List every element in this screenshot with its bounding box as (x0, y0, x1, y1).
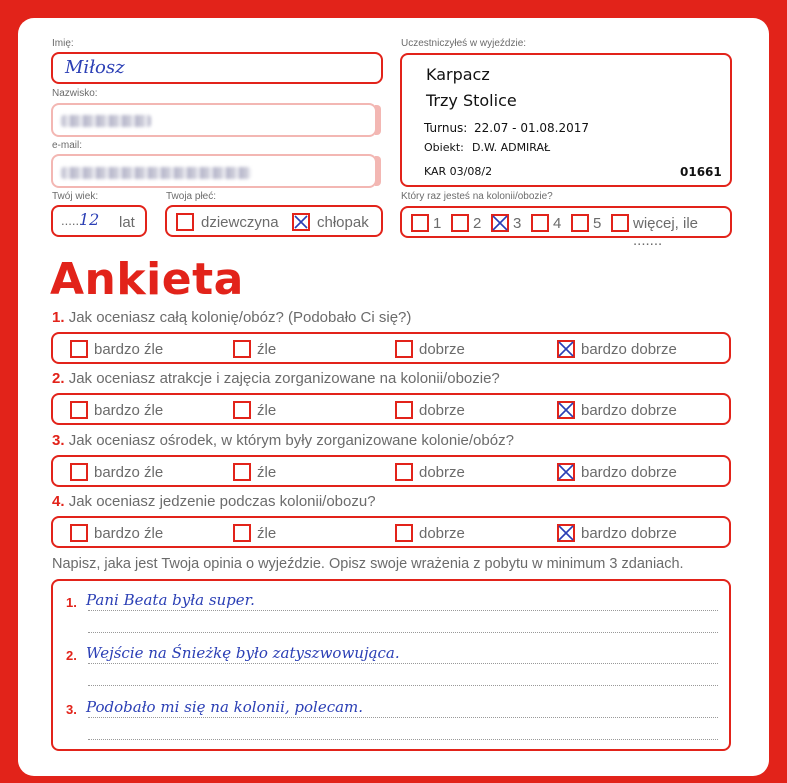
question-label: Jak oceniasz całą kolonię/obóz? (Podobało Ci się?) (68, 309, 412, 326)
question-2-answers (51, 393, 731, 425)
trip-box (400, 53, 732, 187)
answer-label: dobrze (419, 464, 465, 481)
question-label: Jak oceniasz jedzenie podczas kolonii/obozu? (68, 493, 376, 510)
answer-label: źle (257, 464, 277, 481)
trip-city: Karpacz (426, 65, 490, 84)
question-1-answers (51, 332, 731, 364)
answer-checkbox-1[interactable] (70, 340, 88, 358)
answer-checkbox-4[interactable] (557, 401, 575, 419)
trip-label: Uczestniczyłeś w wyjeździe: (401, 38, 527, 49)
answer-label: bardzo dobrze (581, 525, 677, 542)
trip-code: KAR 03/08/2 (424, 165, 493, 178)
times-option-2: 2 (473, 215, 482, 232)
check-mark-icon (557, 340, 575, 358)
name-label: Imię: (52, 38, 74, 49)
turnus-label: Turnus: (424, 121, 468, 135)
answer-checkbox-2[interactable] (233, 340, 251, 358)
times-checkbox-5[interactable] (571, 214, 589, 232)
surname-label: Nazwisko: (52, 88, 98, 99)
answer-checkbox-1[interactable] (70, 463, 88, 481)
writing-line (88, 663, 718, 664)
answer-checkbox-3[interactable] (395, 401, 413, 419)
question-label: Jak oceniasz atrakcje i zajęcia zorganizowane na kolonii/obozie? (68, 370, 500, 387)
answer-label: źle (257, 402, 277, 419)
question-number: 1. (52, 309, 65, 326)
check-mark-icon (292, 213, 310, 231)
answer-label: bardzo źle (94, 525, 164, 542)
opinion-line-text: Pani Beata była super. (86, 591, 255, 609)
writing-line (88, 739, 718, 740)
age-prefix: ...... (61, 213, 83, 228)
answer-label: bardzo źle (94, 341, 164, 358)
sex-option-girl: dziewczyna (201, 214, 279, 231)
age-suffix: lat (119, 214, 135, 231)
surname-redacted (61, 115, 151, 127)
answer-checkbox-3[interactable] (395, 524, 413, 542)
opinion-prompt: Napisz, jaka jest Twoja opinia o wyjeździe. Opisz swoje wrażenia z pobytu w minimum 3 zdaniach. (52, 556, 684, 572)
trip-number: 01661 (680, 165, 722, 179)
opinion-line-number: 3. (66, 702, 77, 717)
question-number: 2. (52, 370, 65, 387)
writing-line (88, 685, 718, 686)
answer-checkbox-2[interactable] (233, 524, 251, 542)
sex-field (165, 205, 383, 237)
answer-label: bardzo dobrze (581, 341, 677, 358)
answer-label: dobrze (419, 341, 465, 358)
question-number: 4. (52, 493, 65, 510)
field-edge (375, 105, 381, 135)
answer-checkbox-4[interactable] (557, 524, 575, 542)
opinion-line-number: 2. (66, 648, 77, 663)
email-field[interactable] (51, 154, 377, 188)
sex-checkbox-boy[interactable] (292, 213, 310, 231)
answer-checkbox-4[interactable] (557, 340, 575, 358)
question-3-text (52, 432, 514, 449)
times-option-more: więcej, ile ....... (633, 215, 699, 249)
answer-checkbox-2[interactable] (233, 401, 251, 419)
writing-line (88, 610, 718, 611)
sex-label: Twoja płeć: (166, 191, 217, 202)
obiekt-value: D.W. ADMIRAŁ (472, 141, 551, 154)
survey-title: Ankieta (50, 254, 244, 305)
question-3-answers (51, 455, 731, 487)
obiekt-label: Obiekt: (424, 141, 464, 154)
writing-line (88, 632, 718, 633)
answer-label: bardzo dobrze (581, 464, 677, 481)
check-mark-icon (557, 524, 575, 542)
answer-checkbox-1[interactable] (70, 401, 88, 419)
times-option-3: 3 (513, 215, 522, 232)
check-mark-icon (557, 463, 575, 481)
email-label: e-mail: (52, 140, 83, 151)
answer-checkbox-1[interactable] (70, 524, 88, 542)
answer-checkbox-3[interactable] (395, 340, 413, 358)
opinion-line-text: Wejście na Śnieżkę było zatyszwowująca. (86, 644, 400, 662)
field-edge (375, 156, 381, 186)
question-label: Jak oceniasz ośrodek, w którym były zorganizowane kolonie/obóz? (68, 432, 514, 449)
name-field[interactable] (51, 52, 383, 84)
age-field[interactable] (51, 205, 147, 237)
opinion-line-number: 1. (66, 595, 77, 610)
question-4-text (52, 493, 376, 510)
times-label: Który raz jesteś na kolonii/obozie? (401, 191, 553, 202)
times-checkbox-more[interactable] (611, 214, 629, 232)
answer-checkbox-2[interactable] (233, 463, 251, 481)
surname-field[interactable] (51, 103, 377, 137)
question-4-answers (51, 516, 731, 548)
times-checkbox-2[interactable] (451, 214, 469, 232)
answer-label: bardzo dobrze (581, 402, 677, 419)
answer-label: dobrze (419, 402, 465, 419)
email-redacted (61, 167, 251, 179)
answer-label: źle (257, 341, 277, 358)
check-mark-icon (491, 214, 509, 232)
answer-label: dobrze (419, 525, 465, 542)
times-checkbox-1[interactable] (411, 214, 429, 232)
age-label: Twój wiek: (52, 191, 99, 202)
answer-label: bardzo źle (94, 464, 164, 481)
times-checkbox-3[interactable] (491, 214, 509, 232)
times-field (400, 206, 732, 249)
name-value: Miłosz (65, 57, 125, 78)
answer-label: źle (257, 525, 277, 542)
turnus-value: 22.07 - 01.08.2017 (474, 121, 590, 135)
check-mark-icon (557, 401, 575, 419)
times-option-5: 5 (593, 215, 602, 232)
sex-option-boy: chłopak (317, 214, 369, 231)
trip-place: Trzy Stolice (426, 91, 517, 110)
times-option-1: 1 (433, 215, 442, 232)
answer-label: bardzo źle (94, 402, 164, 419)
answer-checkbox-3[interactable] (395, 463, 413, 481)
age-value: 12 (79, 210, 100, 229)
times-checkbox-4[interactable] (531, 214, 549, 232)
opinion-line-text: Podobało mi się na kolonii, polecam. (86, 698, 364, 716)
question-2-text (52, 370, 500, 387)
writing-line (88, 717, 718, 718)
sex-checkbox-girl[interactable] (176, 213, 194, 231)
question-1-text (52, 309, 411, 326)
question-number: 3. (52, 432, 65, 449)
answer-checkbox-4[interactable] (557, 463, 575, 481)
times-option-4: 4 (553, 215, 562, 232)
